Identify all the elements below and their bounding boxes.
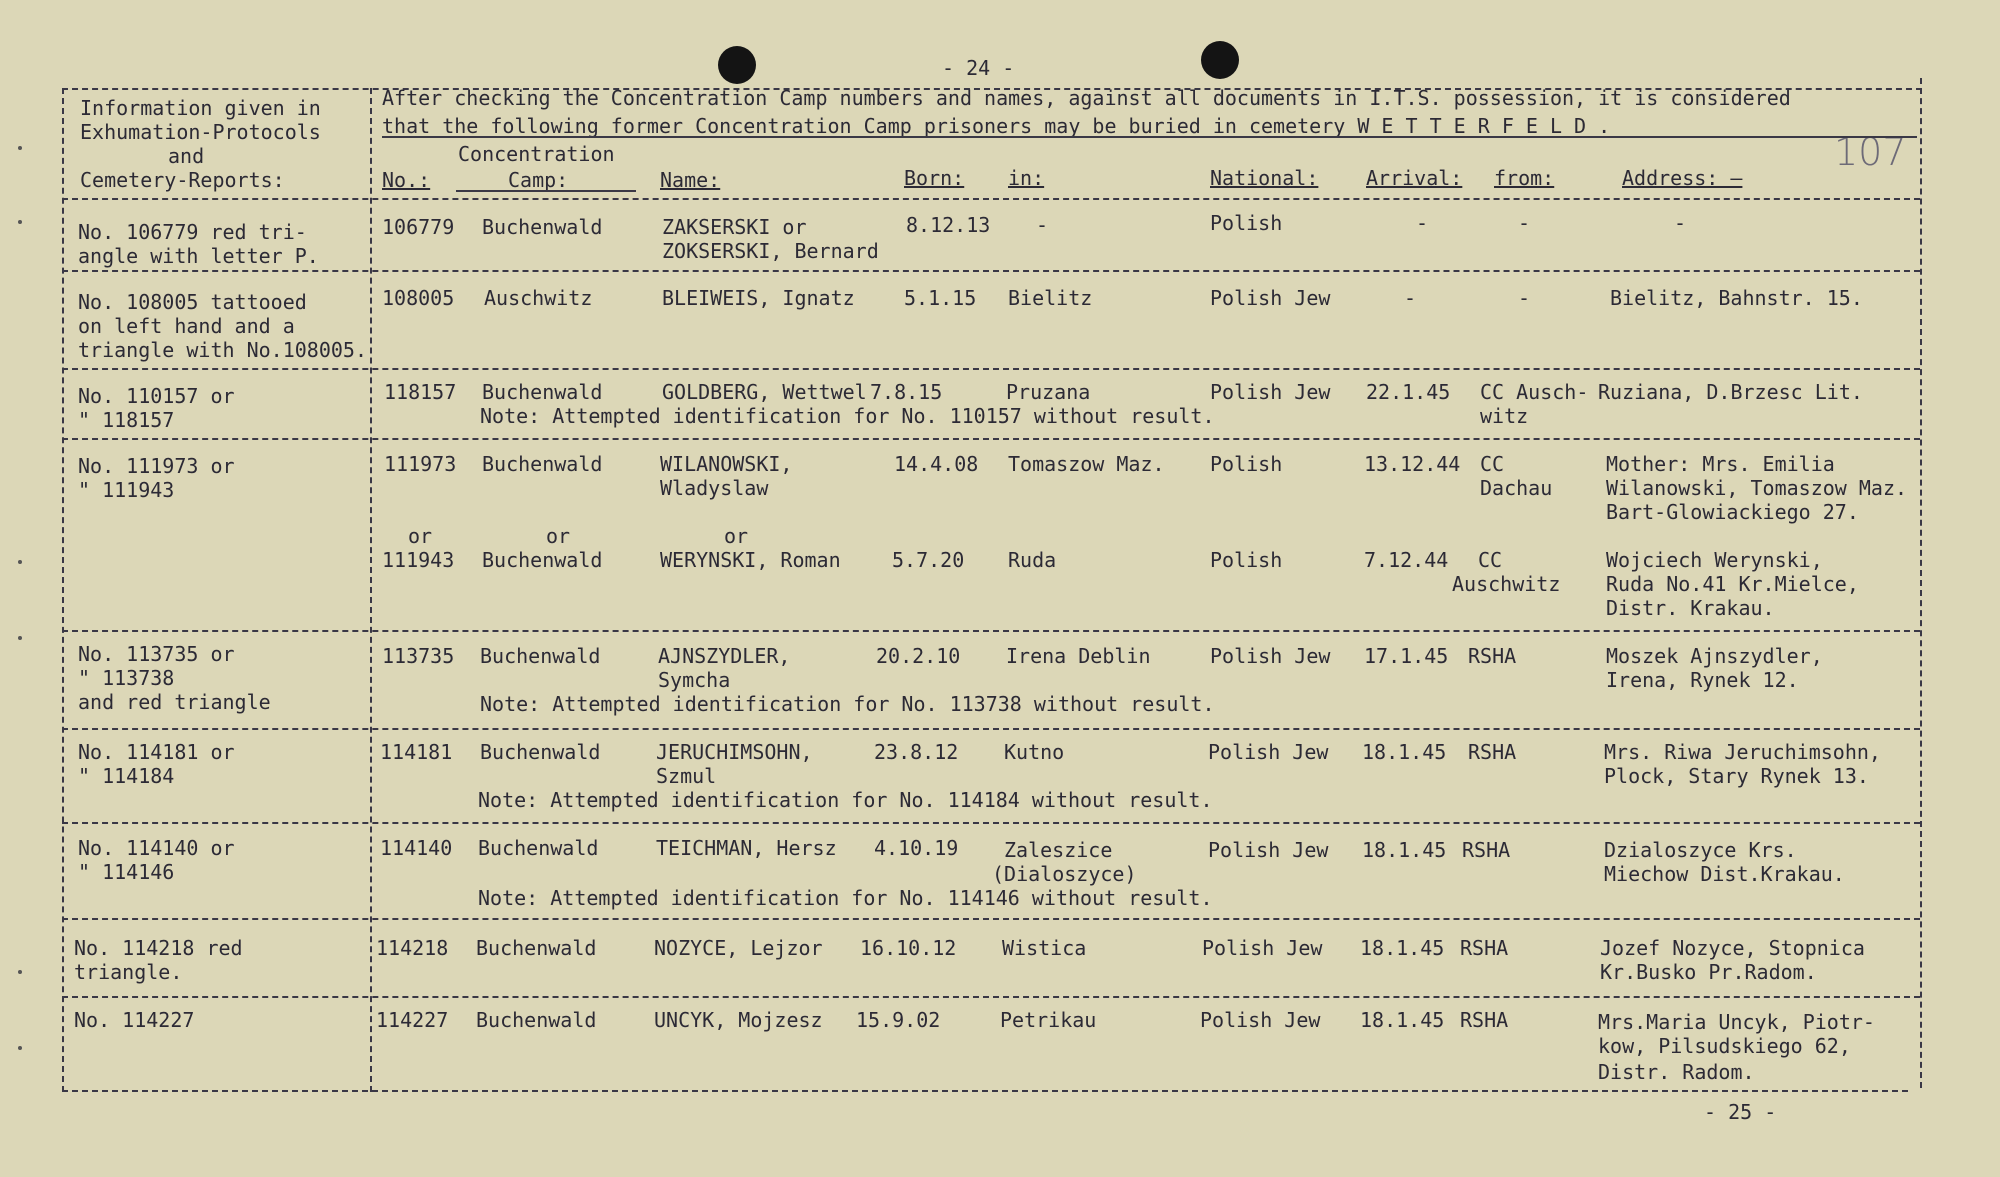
record-4b-name: WERYNSKI, Roman [660,548,841,572]
record-3-no: 118157 [384,380,457,404]
record-1-from: - [1518,211,1531,235]
record-2-arrival: - [1404,286,1417,310]
record-1-arrival: - [1416,211,1429,235]
record-4a-camp: Buchenwald [482,452,603,476]
record-4-or-no: or [408,524,433,548]
record-6-camp: Buchenwald [480,740,601,764]
record-3-note: Note: Attempted identification for No. 110157 without result. [480,404,1215,428]
record-4a-from-line-2: Dachau [1480,476,1553,500]
record-4a-address-line-3: Bart-Glowiackiego 27. [1606,500,1859,524]
record-6-address-line-1: Mrs. Riwa Jeruchimsohn, [1604,740,1881,764]
record-9-national: Polish Jew [1200,1008,1321,1032]
record-3-from-line-1: CC Ausch- [1480,380,1589,404]
record-6-arrival: 18.1.45 [1362,740,1447,764]
intro-underline [382,136,1917,138]
record-4b-national: Polish [1210,548,1283,572]
record-3-from-line-2: witz [1480,404,1529,428]
record-3-born: 7.8.15 [870,380,943,404]
record-1-info-line-1: No. 106779 red tri- [78,220,307,244]
record-8-in: Wistica [1002,936,1087,960]
table-right-border [1920,78,1922,1088]
column-header-in: in: [1008,166,1045,190]
record-5-info-line-2: " 113738 [78,666,175,690]
record-9-in: Petrikau [1000,1008,1097,1032]
left-header-line-4: Cemetery-Reports: [80,168,285,192]
column-header-from: from: [1494,166,1555,190]
record-2-in: Bielitz [1008,286,1093,310]
record-4b-arrival: 7.12.44 [1364,548,1449,572]
record-9-address-line-2: kow, Pilsudskiego 62, [1598,1034,1851,1058]
record-7-arrival: 18.1.45 [1362,838,1447,862]
margin-speck [18,1046,22,1050]
record-5-arrival: 17.1.45 [1364,644,1449,668]
record-8-name: NOZYCE, Lejzor [654,936,823,960]
record-5-national: Polish Jew [1210,644,1331,668]
table-left-border [62,88,64,1092]
record-7-info-line-1: No. 114140 or [78,836,235,860]
record-2-camp: Auschwitz [484,286,593,310]
intro-line-2: that the following former Concentration Camp prisoners may be buried in cemetery W E T T E R F E L D . [382,114,1611,138]
record-5-camp: Buchenwald [480,644,601,668]
record-1-national: Polish [1210,211,1283,235]
record-9-address-line-3: Distr. Radom. [1598,1060,1755,1084]
record-5-note: Note: Attempted identification for No. 113738 without result. [480,692,1215,716]
record-3-info-line-1: No. 110157 or [78,384,235,408]
record-1-address: - [1674,211,1687,235]
record-9-info-line-1: No. 114227 [74,1008,195,1032]
row-separator-2 [62,368,1920,370]
record-4a-national: Polish [1210,452,1283,476]
record-4-or-name: or [724,524,749,548]
record-1-name-line-1: ZAKSERSKI or [662,215,807,239]
record-5-name-line-1: AJNSZYDLER, [658,644,791,668]
row-separator-8 [62,996,1920,998]
record-2-born: 5.1.15 [904,286,977,310]
left-header-line-1: Information given in [80,96,321,120]
record-1-born: 8.12.13 [906,213,991,237]
record-9-from: RSHA [1460,1008,1509,1032]
record-3-info-line-2: " 118157 [78,408,175,432]
record-4-info-line-2: " 111943 [78,478,175,502]
record-6-name-line-1: JERUCHIMSOHN, [656,740,813,764]
column-divider [370,88,372,1092]
record-2-address: Bielitz, Bahnstr. 15. [1610,286,1863,310]
record-1-no: 106779 [382,215,455,239]
record-8-camp: Buchenwald [476,936,597,960]
record-7-in-line-1: Zaleszice [1004,838,1113,862]
record-9-no: 114227 [376,1008,449,1032]
column-header-arrival: Arrival: [1366,166,1463,190]
record-9-name: UNCYK, Mojzesz [654,1008,823,1032]
camp-header-underline [456,190,636,192]
record-2-info-line-3: triangle with No.108005. [78,338,367,362]
record-2-no: 108005 [382,286,455,310]
record-5-info-line-3: and red triangle [78,690,271,714]
row-separator-4 [62,630,1920,632]
record-8-no: 114218 [376,936,449,960]
punch-hole-right [1201,41,1239,79]
record-3-national: Polish Jew [1210,380,1331,404]
record-4a-address-line-1: Mother: Mrs. Emilia [1606,452,1835,476]
record-5-address-line-2: Irena, Rynek 12. [1606,668,1799,692]
record-4b-no: 111943 [382,548,455,572]
record-4b-address-line-1: Wojciech Werynski, [1606,548,1823,572]
record-4a-no: 111973 [384,452,457,476]
left-header-line-2: Exhumation-Protocols [80,120,321,144]
row-separator-7 [62,918,1920,920]
record-2-name: BLEIWEIS, Ignatz [662,286,855,310]
record-7-no: 114140 [380,836,453,860]
record-4a-from-line-1: CC [1480,452,1505,476]
record-1-name-line-2: ZOKSERSKI, Bernard [662,239,879,263]
record-7-note: Note: Attempted identification for No. 114146 without result. [478,886,1213,910]
record-4b-in: Ruda [1008,548,1057,572]
record-6-info-line-2: " 114184 [78,764,175,788]
record-7-info-line-2: " 114146 [78,860,175,884]
record-8-address-line-1: Jozef Nozyce, Stopnica [1600,936,1865,960]
record-6-from: RSHA [1468,740,1517,764]
record-2-info-line-1: No. 108005 tattooed [78,290,307,314]
record-4-info-line-1: No. 111973 or [78,454,235,478]
record-4a-in: Tomaszow Maz. [1008,452,1165,476]
record-6-address-line-2: Plock, Stary Rynek 13. [1604,764,1869,788]
record-4b-born: 5.7.20 [892,548,965,572]
margin-speck [18,970,22,974]
record-6-note: Note: Attempted identification for No. 114184 without result. [478,788,1213,812]
column-header-address: Address: — [1622,166,1743,190]
record-8-info-line-2: triangle. [74,960,183,984]
record-8-from: RSHA [1460,936,1509,960]
record-3-name: GOLDBERG, Wettwel [662,380,867,404]
record-2-info-line-2: on left hand and a [78,314,295,338]
record-4a-born: 14.4.08 [894,452,979,476]
row-separator-5 [62,728,1920,730]
record-4-or-camp: or [546,524,571,548]
record-6-born: 23.8.12 [874,740,959,764]
record-9-camp: Buchenwald [476,1008,597,1032]
record-7-from: RSHA [1462,838,1511,862]
page-stamp-number: 107 [1834,130,1907,174]
column-header-name: Name: [660,168,721,192]
margin-speck [18,220,22,224]
record-5-address-line-1: Moszek Ajnszydler, [1606,644,1823,668]
page-number-bottom: - 25 - [1704,1100,1777,1124]
record-5-in: Irena Deblin [1006,644,1151,668]
column-header-no: No.: [382,168,431,192]
record-4b-from-line-2: Auschwitz [1452,572,1561,596]
row-separator-3 [62,438,1920,440]
record-7-address-line-1: Dzialoszyce Krs. [1604,838,1797,862]
record-3-in: Pruzana [1006,380,1091,404]
record-6-name-line-2: Szmul [656,764,717,788]
record-7-camp: Buchenwald [478,836,599,860]
punch-hole-left [718,46,756,84]
record-5-no: 113735 [382,644,455,668]
record-6-info-line-1: No. 114181 or [78,740,235,764]
record-4b-address-line-2: Ruda No.41 Kr.Mielce, [1606,572,1859,596]
record-7-in-line-2: (Dialoszyce) [992,862,1137,886]
record-5-from: RSHA [1468,644,1517,668]
record-4b-address-line-3: Distr. Krakau. [1606,596,1775,620]
record-1-in: - [1036,213,1049,237]
record-9-address-line-1: Mrs.Maria Uncyk, Piotr- [1598,1010,1875,1034]
column-header-camp-top: Concentration [458,142,615,166]
row-separator-1 [62,270,1920,272]
column-header-camp: Camp: [508,168,569,192]
record-9-arrival: 18.1.45 [1360,1008,1445,1032]
margin-speck [18,560,22,564]
record-8-info-line-1: No. 114218 red [74,936,243,960]
record-5-name-line-2: Symcha [658,668,731,692]
header-separator [62,198,1920,200]
record-4a-name-line-2: Wladyslaw [660,476,769,500]
record-8-arrival: 18.1.45 [1360,936,1445,960]
page-number-top: - 24 - [942,56,1015,80]
margin-speck [18,146,22,150]
record-6-no: 114181 [380,740,453,764]
record-1-info-line-2: angle with letter P. [78,244,319,268]
record-7-national: Polish Jew [1208,838,1329,862]
record-4a-name-line-1: WILANOWSKI, [660,452,793,476]
record-3-address: Ruziana, D.Brzesc Lit. [1598,380,1863,404]
intro-line-1: After checking the Concentration Camp numbers and names, against all documents in I.T.S. possession, it is considered [382,86,1791,110]
record-7-born: 4.10.19 [874,836,959,860]
left-header-line-3: and [168,144,205,168]
record-6-in: Kutno [1004,740,1065,764]
record-9-born: 15.9.02 [856,1008,941,1032]
table-bottom-border [62,1090,1908,1092]
record-1-camp: Buchenwald [482,215,603,239]
record-8-born: 16.10.12 [860,936,957,960]
record-2-from: - [1518,286,1531,310]
row-separator-6 [62,822,1920,824]
record-6-national: Polish Jew [1208,740,1329,764]
record-3-camp: Buchenwald [482,380,603,404]
record-2-national: Polish Jew [1210,286,1331,310]
record-4a-address-line-2: Wilanowski, Tomaszow Maz. [1606,476,1908,500]
record-8-national: Polish Jew [1202,936,1323,960]
record-5-born: 20.2.10 [876,644,961,668]
column-header-national: National: [1210,166,1319,190]
record-3-arrival: 22.1.45 [1366,380,1451,404]
record-7-name: TEICHMAN, Hersz [656,836,837,860]
margin-speck [18,636,22,640]
column-header-born: Born: [904,166,965,190]
record-4b-from-line-1: CC [1478,548,1503,572]
record-8-address-line-2: Kr.Busko Pr.Radom. [1600,960,1817,984]
record-5-info-line-1: No. 113735 or [78,642,235,666]
record-7-address-line-2: Miechow Dist.Krakau. [1604,862,1845,886]
record-4b-camp: Buchenwald [482,548,603,572]
record-4a-arrival: 13.12.44 [1364,452,1461,476]
